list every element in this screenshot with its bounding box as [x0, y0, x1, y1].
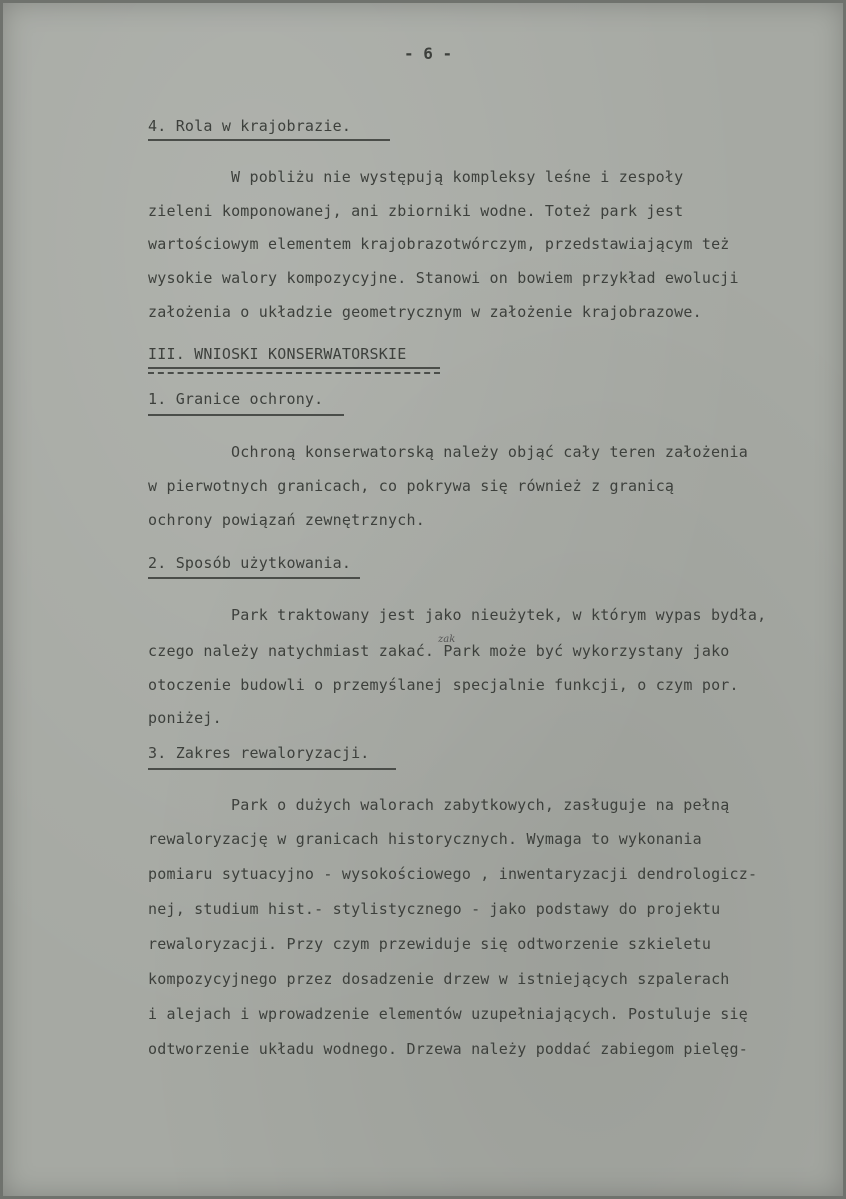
sub-1-line-3: ochrony powiązań zewnętrznych. [148, 511, 425, 529]
sub-3-heading: 3. Zakres rewaloryzacji. [148, 744, 370, 762]
sub-3-line-4: nej, studium hist.- stylistycznego - jako podstawy do projektu [148, 900, 721, 918]
sub-3-line-5: rewaloryzacji. Przy czym przewiduje się odtworzenie szkieletu [148, 935, 712, 953]
sub-2-line-2: czego należy natychmiast zakać. Park może być wykorzystany jako [148, 642, 730, 660]
chapter-3-heading: III. WNIOSKI KONSERWATORSKIE [148, 345, 407, 363]
sub-3-underline [148, 768, 396, 770]
chapter-3-underline-second [148, 372, 440, 374]
section-4-line-4: wysokie walory kompozycyjne. Stanowi on bowiem przykład ewolucji [148, 269, 739, 287]
sub-3-line-8: odtworzenie układu wodnego. Drzewa należy poddać zabiegom pielęg- [148, 1040, 748, 1058]
sub-2-line-1: Park traktowany jest jako nieużytek, w którym wypas bydła, [231, 606, 767, 624]
section-4-line-1: W pobliżu nie występują kompleksy leśne i zespoły [231, 168, 684, 186]
section-4-underline [148, 139, 390, 141]
sub-3-line-3: pomiaru sytuacyjno - wysokościowego , inwentaryzacji dendrologicz- [148, 865, 758, 883]
section-4-line-3: wartościowym elementem krajobrazotwórczym, przedstawiającym też [148, 235, 730, 253]
sub-3-line-2: rewaloryzację w granicach historycznych. Wymaga to wykonania [148, 830, 702, 848]
sub-2-underline [148, 577, 360, 579]
section-4-line-2: zieleni komponowanej, ani zbiorniki wodne. Toteż park jest [148, 202, 684, 220]
sub-1-line-2: w pierwotnych granicach, co pokrywa się również z granicą [148, 477, 675, 495]
sub-1-heading: 1. Granice ochrony. [148, 390, 324, 408]
sub-3-line-1: Park o dużych walorach zabytkowych, zasługuje na pełną [231, 796, 730, 814]
sub-1-line-1: Ochroną konserwatorską należy objąć cały teren założenia [231, 443, 748, 461]
sub-3-line-6: kompozycyjnego przez dosadzenie drzew w istniejących szpalerach [148, 970, 730, 988]
section-4-line-5: założenia o układzie geometrycznym w założenie krajobrazowe. [148, 303, 702, 321]
sub-2-line-4: poniżej. [148, 709, 222, 727]
chapter-3-underline [148, 367, 440, 369]
sub-2-heading: 2. Sposób użytkowania. [148, 554, 352, 572]
sub-1-underline [148, 414, 344, 416]
sub-3-line-7: i alejach i wprowadzenie elementów uzupełniających. Postuluje się [148, 1005, 748, 1023]
page-number: - 6 - [404, 44, 453, 63]
sub-2-line-3: otoczenie budowli o przemyślanej specjalnie funkcji, o czym por. [148, 676, 739, 694]
handwritten-annotation: zak [438, 634, 456, 645]
section-4-heading: 4. Rola w krajobrazie. [148, 117, 352, 135]
